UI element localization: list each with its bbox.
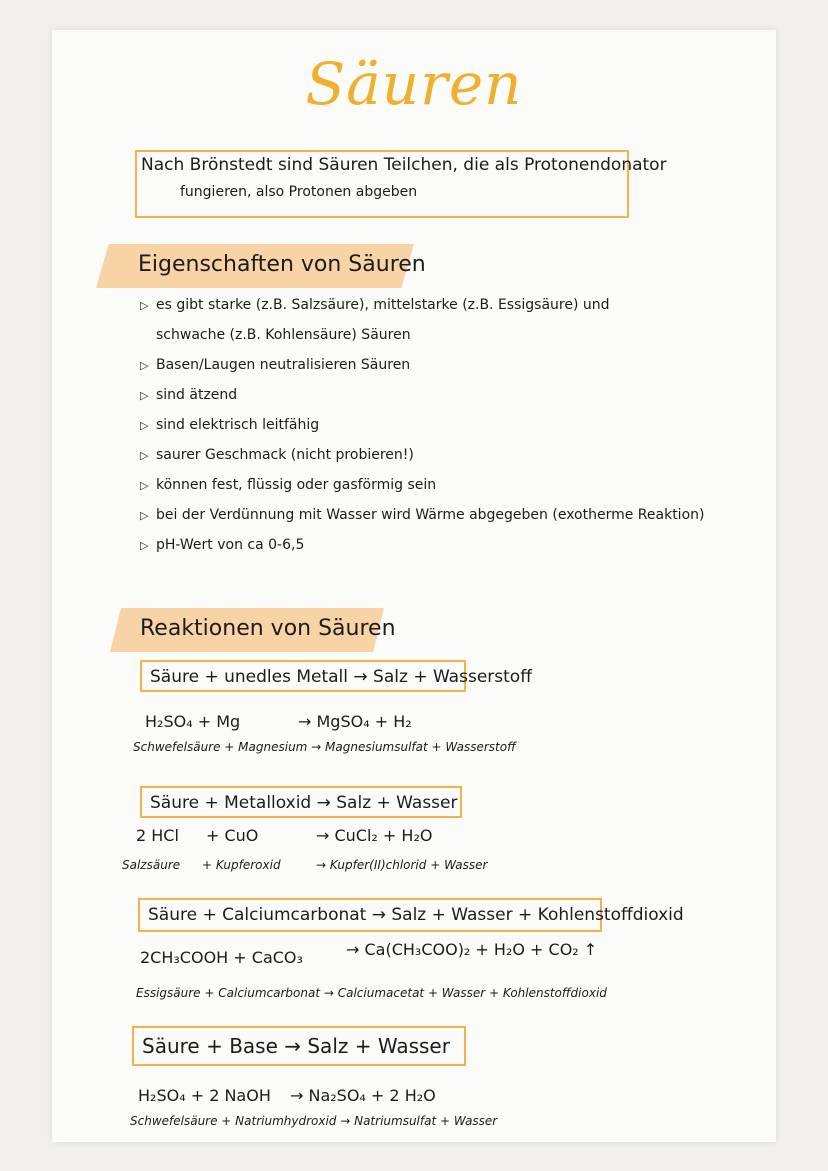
reaction-rule-carbonate: Säure + Calciumcarbonat → Salz + Wasser + Kohlenstoffdioxid [138, 898, 602, 932]
triangle-bullet-icon: ▷ [140, 509, 149, 522]
definition-line-1: Nach Brönstedt sind Säuren Teilchen, die als Protonendonator [141, 155, 667, 175]
properties-list [140, 292, 704, 562]
triangle-bullet-icon: ▷ [140, 419, 149, 432]
equation-carbonate-names: Essigsäure + Calciumcarbonat → Calciumacetat + Wasser + Kohlenstoffdioxid [136, 986, 607, 1000]
equation-carbonate-left: 2CH₃COOH + CaCO₃ [140, 948, 303, 967]
equation-metal-left: H₂SO₄ + Mg [145, 712, 241, 731]
list-item: schwache (z.B. Kohlensäure) Säuren [156, 327, 411, 343]
equation-base-left: H₂SO₄ + 2 NaOH [138, 1086, 271, 1105]
list-item: ▷ pH-Wert von ca 0-6,5 [140, 532, 704, 562]
reactions-heading: Reaktionen von Säuren [140, 616, 396, 641]
equation-carbonate-right: → Ca(CH₃COO)₂ + H₂O + CO₂ ↑ [346, 940, 598, 959]
triangle-bullet-icon: ▷ [140, 299, 149, 312]
equation-oxide-name-base: + Kupferoxid [202, 858, 281, 872]
equation-base-right: → Na₂SO₄ + 2 H₂O [290, 1086, 436, 1105]
equation-oxide-name-products: → Kupfer(II)chlorid + Wasser [316, 858, 488, 872]
page-title: Säuren [305, 50, 523, 118]
reaction-rule-metaloxide: Säure + Metalloxid → Salz + Wasser [140, 786, 462, 818]
equation-base-names: Schwefelsäure + Natriumhydroxid → Natriumsulfat + Wasser [130, 1114, 498, 1128]
list-item: ▷ sind ätzend [140, 382, 704, 412]
equation-metal-right: → MgSO₄ + H₂ [298, 712, 412, 731]
definition-line-2: fungieren, also Protonen abgeben [180, 184, 418, 200]
equation-oxide-products: → CuCl₂ + H₂O [316, 826, 433, 845]
triangle-bullet-icon: ▷ [140, 449, 149, 462]
list-item: ▷ Basen/Laugen neutralisieren Säuren [140, 352, 704, 382]
reaction-rule-base: Säure + Base → Salz + Wasser [132, 1026, 466, 1066]
triangle-bullet-icon: ▷ [140, 539, 149, 552]
equation-oxide-base: + CuO [206, 826, 259, 845]
equation-metal-names: Schwefelsäure + Magnesium → Magnesiumsulfat + Wasserstoff [133, 740, 516, 754]
properties-heading: Eigenschaften von Säuren [138, 252, 426, 277]
list-item: ▷ sind elektrisch leitfähig [140, 412, 704, 442]
triangle-bullet-icon: ▷ [140, 479, 149, 492]
equation-oxide-acid: 2 HCl [136, 826, 179, 845]
list-item: ▷ bei der Verdünnung mit Wasser wird Wärme abgegeben (exotherme Reaktion) [140, 502, 704, 532]
equation-oxide-name-acid: Salzsäure [122, 858, 181, 872]
triangle-bullet-icon: ▷ [140, 359, 149, 372]
list-item: ▷ können fest, flüssig oder gasförmig sein [140, 472, 704, 502]
list-item: ▷ es gibt starke (z.B. Salzsäure), mittelstarke (z.B. Essigsäure) und [140, 292, 704, 322]
reaction-rule-metal: Säure + unedles Metall → Salz + Wasserstoff [140, 660, 466, 692]
list-item: ▷ saurer Geschmack (nicht probieren!) [140, 442, 704, 472]
triangle-bullet-icon: ▷ [140, 389, 149, 402]
